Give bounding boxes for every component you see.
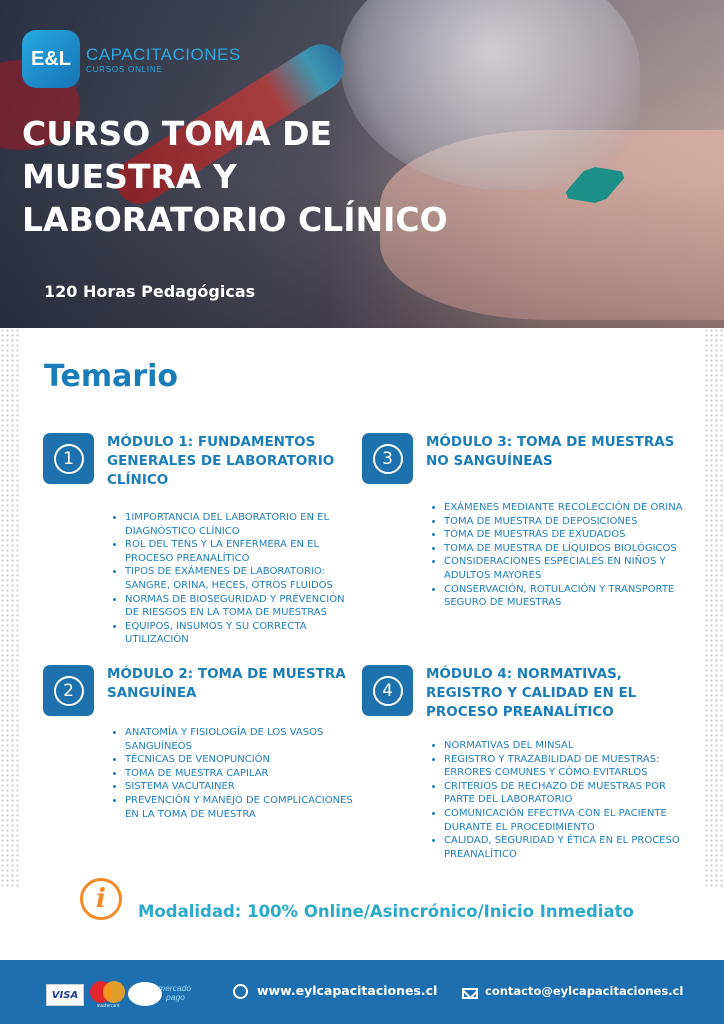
module-title: MÓDULO 1: FUNDAMENTOS GENERALES DE LABORATORIO CLÍNICO xyxy=(107,434,335,488)
topic-item: • 1IMPORTANCIA DEL LABORATORIO EN EL DIAGNÓSTICO CLÍNICO xyxy=(125,511,353,538)
topic-item: • CALIDAD, SEGURIDAD Y ÉTICA EN EL PROCESO PREANALÍTICO xyxy=(444,834,700,861)
visa-logo: VISA xyxy=(46,984,84,1006)
logo-name: CAPACITACIONES xyxy=(86,44,241,64)
module-number-badge: 3 xyxy=(362,433,413,484)
footer xyxy=(0,960,724,1024)
modality-text: Modalidad: 100% Online/Asincrónico/Inicio Inmediato xyxy=(138,901,634,921)
mercadopago-label: mercado pago xyxy=(158,983,192,1002)
module-title: MÓDULO 3: TOMA DE MUESTRAS NO SANGUÍNEAS xyxy=(426,434,675,469)
module-4 xyxy=(362,665,700,861)
website-link[interactable]: www.eylcapacitaciones.cl xyxy=(257,983,438,998)
modality-banner xyxy=(80,878,634,920)
topic-item: • CONSERVACIÓN, ROTULACIÓN Y TRANSPORTE SEGURO DE MUESTRAS xyxy=(444,583,700,610)
topic-item: • TOMA DE MUESTRAS DE EXUDADOS xyxy=(444,528,700,542)
module-title: MÓDULO 2: TOMA DE MUESTRA SANGUÍNEA xyxy=(107,666,346,701)
module-topics xyxy=(426,501,700,610)
module-number-badge: 2 xyxy=(43,665,94,716)
topic-item: • ANATOMÍA Y FISIOLOGÍA DE LOS VASOS SANGUÍNEOS xyxy=(125,726,363,753)
brand-logo xyxy=(22,30,241,88)
logo-tagline: CURSOS ONLINE xyxy=(86,64,163,74)
dots-decoration-left xyxy=(0,328,20,888)
hero-banner xyxy=(0,0,724,328)
module-number-badge: 4 xyxy=(362,665,413,716)
module-topics xyxy=(426,739,700,861)
topic-item: • SISTEMA VACUTAINER xyxy=(125,780,363,794)
section-title: Temario xyxy=(44,359,179,394)
email-link[interactable]: contacto@eylcapacitaciones.cl xyxy=(485,984,684,998)
topic-item: • EXÁMENES MEDIANTE RECOLECCIÓN DE ORINA xyxy=(444,501,700,515)
topic-item: • TOMA DE MUESTRA DE LÍQUIDOS BIOLÓGICOS xyxy=(444,542,700,556)
course-hours: 120 Horas Pedagógicas xyxy=(44,282,256,301)
topic-item: • COMUNICACIÓN EFECTIVA CON EL PACIENTE DURANTE EL PROCEDIMIENTO xyxy=(444,807,700,834)
mastercard-logo: mastercard xyxy=(90,981,126,1009)
info-icon: i xyxy=(80,878,122,920)
globe-icon xyxy=(233,984,248,999)
topic-item: • CRITERIOS DE RECHAZO DE MUESTRAS POR PARTE DEL LABORATORIO xyxy=(444,780,700,807)
topic-item: • PREVENCIÓN Y MANEJO DE COMPLICACIONES EN LA TOMA DE MUESTRA xyxy=(125,794,363,821)
topic-item: • NORMATIVAS DEL MINSAL xyxy=(444,739,700,753)
mail-icon xyxy=(462,988,478,999)
module-title: MÓDULO 4: NORMATIVAS, REGISTRO Y CALIDAD EN EL PROCESO PREANALÍTICO xyxy=(426,666,637,720)
module-1 xyxy=(43,433,353,647)
topic-item: • ROL DEL TENS Y LA ENFERMERA EN EL PROCESO PREANALÍTICO xyxy=(125,538,353,565)
topic-item: • CONSIDERACIONES ESPECIALES EN NIÑOS Y ADULTOS MAYORES xyxy=(444,555,700,582)
course-title: CURSO TOMA DE MUESTRA Y LABORATORIO CLÍNICO xyxy=(22,114,448,239)
topic-item: • EQUIPOS, INSUMOS Y SU CORRECTA UTILIZACIÓN xyxy=(125,620,353,647)
topic-item: • TIPOS DE EXÁMENES DE LABORATORIO: SANGRE, ORINA, HECES, OTROS FLUIDOS xyxy=(125,565,353,592)
topic-item: • NORMAS DE BIOSEGURIDAD Y PREVENCIÓN DE RIESGOS EN LA TOMA DE MUESTRAS xyxy=(125,593,353,620)
dots-decoration-right xyxy=(704,328,724,888)
topic-item: • TÉCNICAS DE VENOPUNCIÓN xyxy=(125,753,363,767)
topic-item: • TOMA DE MUESTRA DE DEPOSICIONES xyxy=(444,515,700,529)
module-topics xyxy=(107,726,363,821)
module-number-badge: 1 xyxy=(43,433,94,484)
module-2 xyxy=(43,665,363,821)
topic-item: • REGISTRO Y TRAZABILIDAD DE MUESTRAS: ERRORES COMUNES Y CÓMO EVITARLOS xyxy=(444,753,700,780)
logo-mark: E&L xyxy=(22,30,80,88)
module-topics xyxy=(107,511,353,647)
topic-item: • TOMA DE MUESTRA CAPILAR xyxy=(125,767,363,781)
mercadopago-icon xyxy=(128,982,162,1006)
module-3 xyxy=(362,433,700,610)
